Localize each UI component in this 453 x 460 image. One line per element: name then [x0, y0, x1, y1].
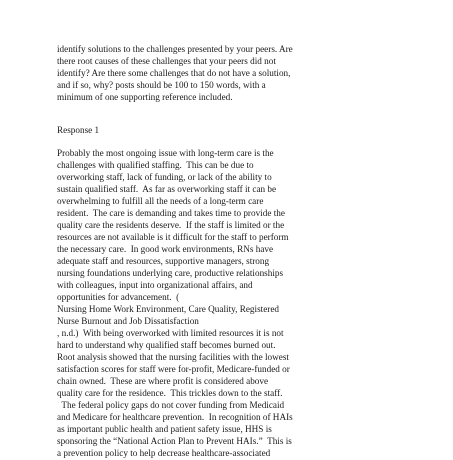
- body-line: as important public health and patient safety issue, HHS is: [57, 424, 272, 434]
- body-line: resources are not available is it difficult for the staff to perform: [57, 232, 289, 242]
- body-line: chain owned. These are where profit is considered above: [57, 376, 269, 386]
- body-line: resident. The care is demanding and takes time to provide the: [57, 208, 285, 218]
- body-line: with colleagues, input into organizational affairs, and: [57, 280, 253, 290]
- intro-line: there root causes of these challenges that your peers did not: [57, 56, 276, 66]
- section-heading: Response 1: [57, 125, 100, 135]
- body-line: the necessary care. In good work environments, RNs have: [57, 244, 274, 254]
- body-line: and Medicare for healthcare prevention. In recognition of HAIs: [57, 412, 293, 422]
- body-line: quality care for the residence. This trickles down to the staff.: [57, 388, 283, 398]
- body-line: challenges with qualified staffing. This can be due to: [57, 160, 254, 170]
- body-line: nursing foundations underlying care, productive relationships: [57, 268, 284, 278]
- body-line: sponsoring the “National Action Plan to Prevent HAIs.” This is: [57, 436, 292, 446]
- body-line: , n.d.) With being overworked with limited resources it is not: [57, 328, 284, 338]
- body-line: opportunities for advancement. (: [57, 292, 180, 302]
- body-line: Root analysis showed that the nursing facilities with the lowest: [57, 352, 289, 362]
- citation-title-line: Nurse Burnout and Job Dissatisfaction: [57, 316, 199, 326]
- body-line: sustain qualified staff. As far as overworking staff it can be: [57, 184, 277, 194]
- body-line: quality care the residents deserve. If the staff is limited or the: [57, 220, 285, 230]
- intro-line: minimum of one supporting reference included.: [57, 92, 233, 102]
- intro-line: identify? Are there some challenges that do not have a solution,: [57, 68, 291, 78]
- intro-line: and if so, why? posts should be 100 to 150 words, with a: [57, 80, 266, 90]
- body-line: Probably the most ongoing issue with long-term care is the: [57, 148, 274, 158]
- body-line: The federal policy gaps do not cover funding from Medicaid: [57, 400, 285, 410]
- body-line: overwhelming to fulfill all the needs of a long-term care: [57, 196, 264, 206]
- body-line: overworking staff, lack of funding, or lack of the ability to: [57, 172, 272, 182]
- body-line: hard to understand why qualified staff becomes burned out.: [57, 340, 276, 350]
- body-line: adequate staff and resources, supportive managers, strong: [57, 256, 270, 266]
- intro-line: identify solutions to the challenges presented by your peers. Are: [57, 44, 293, 54]
- body-line: a prevention policy to help decrease healthcare-associated: [57, 448, 271, 458]
- body-line: satisfaction scores for staff were for-profit, Medicare-funded or: [57, 364, 290, 374]
- citation-title-line: Nursing Home Work Environment, Care Quality, Registered: [57, 304, 280, 314]
